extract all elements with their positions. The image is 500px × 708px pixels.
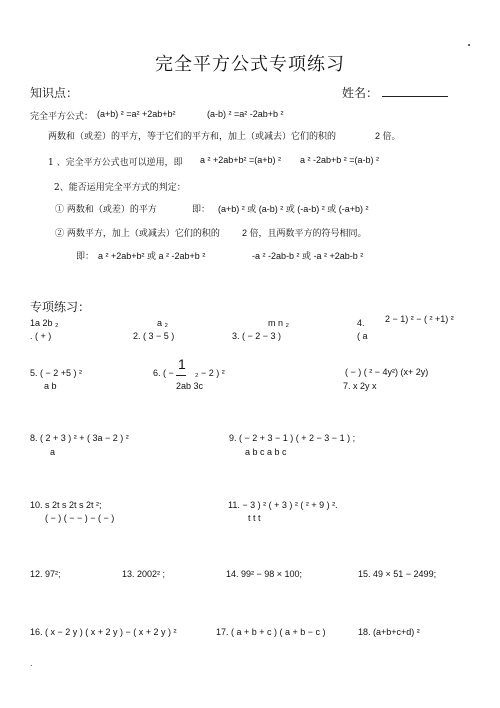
criterion-1-ji: 即： <box>192 205 211 215</box>
point-1-text: 1 、完全平方公式也可以逆用，即 <box>48 158 183 168</box>
q10-bottom: ( − ) ( − − ) − ( − ) <box>45 513 115 523</box>
q5-bottom: a b <box>44 381 57 391</box>
page-title: 完全平方公式专项练习 <box>155 54 345 75</box>
q6-number: 6. ( − <box>153 368 174 378</box>
q3-bottom: 3. ( − 2 − 3 ) <box>232 331 282 341</box>
name-label: 姓名： <box>342 86 379 100</box>
description-text: 两数和（或差）的平方，等于它们的平方和，加上（或减去）它们的积的 <box>48 132 337 142</box>
corner-dot <box>468 44 470 46</box>
q4-top: 2 − 1) ² − ( ² +1) ² <box>385 314 454 324</box>
formula-sum: (a+b) ² =a² +2ab+b² <box>97 109 176 119</box>
criterion-3-ji: 即： <box>76 252 95 262</box>
practice-heading: 专项练习： <box>30 300 91 314</box>
criterion-3-formula-b: -a ² -2ab-b ² 或 -a ² +2ab-b ² <box>252 251 364 261</box>
q9-top: 9. ( − 2 + 3 − 1 ) ( + 2 − 3 − 1 ) ; <box>229 433 356 443</box>
q7-bottom: 7. x 2y x <box>343 381 377 391</box>
q8-bottom: a <box>50 447 56 457</box>
q14: 14. 99² − 98 × 100; <box>226 569 303 579</box>
q16: 16. ( x − 2 y ) ( x + 2 y ) − ( x + 2 y ) ² <box>30 627 177 637</box>
q10-top: 10. s 2t s 2t s 2t ²; <box>30 500 102 510</box>
q6-fraction-bar <box>176 375 186 376</box>
q7-top: ( − ) ( ² − 4y²) (x+ 2y) <box>345 367 429 377</box>
q1-top: 1a 2b ₂ <box>30 318 59 328</box>
q15: 15. 49 × 51 − 2499; <box>358 569 437 579</box>
description-times: 2 倍。 <box>375 131 401 141</box>
q11-top: 11. − 3 ) ² ( + 3 ) ² ( ² + 9 ) ². <box>228 500 338 510</box>
footer-mark: . <box>30 659 33 669</box>
criterion-2-times: 2 倍，且两数平方的符号相同。 <box>242 228 367 238</box>
q2-bottom: 2. ( 3 − 5 ) <box>133 331 175 341</box>
criterion-3-formula-a: a ² +2ab+b² 或 a ² -2ab+b ² <box>98 251 206 261</box>
q9-bottom: a b c a b c <box>245 447 287 457</box>
q11-bottom: t t t <box>248 513 261 523</box>
q17: 17. ( a + b + c ) ( a + b − c ) <box>216 627 326 637</box>
q18: 18. (a+b+c+d) ² <box>358 627 420 637</box>
q8-top: 8. ( 2 + 3 ) ² + ( 3a − 2 ) ² <box>30 433 129 443</box>
q4-number: 4. <box>357 318 365 328</box>
criterion-1-label: ① 两数和（或差）的平方 <box>55 205 157 215</box>
q4-bottom: ( a <box>357 331 368 341</box>
point-1-formula-b: a ² -2ab+b ² =(a-b) ² <box>300 155 380 165</box>
formula-diff: (a-b) ² =a² -2ab+b ² <box>207 109 284 119</box>
q12: 12. 97²; <box>30 569 61 579</box>
knowledge-label: 知识点： <box>30 86 79 100</box>
q6-fraction-one: 1 <box>178 356 186 372</box>
q2-top: a ₂ <box>157 318 168 328</box>
q5-top: 5. ( − 2 +5 ) ² <box>30 368 83 378</box>
point-2-text: 2、能否运用完全平方式的判定： <box>54 183 186 193</box>
q6-bottom: 2ab 3c <box>176 381 204 391</box>
formula-label: 完全平方公式： <box>30 112 94 122</box>
q1-bottom: . ( + ) <box>30 331 52 341</box>
q13: 13. 2002² ; <box>122 569 166 579</box>
point-1-formula-a: a ² +2ab+b² =(a+b) ² <box>200 155 282 165</box>
criterion-2-text: ② 两数平方，加上（或减去）它们的积的 <box>55 229 220 239</box>
q6-top: ₂ − 2 ) ² <box>195 368 225 378</box>
q3-top: m n ₂ <box>268 318 289 328</box>
criterion-1-forms: (a+b) ² 或 (a-b) ² 或 (-a-b) ² 或 (-a+b) ² <box>218 204 369 214</box>
name-blank-line <box>382 96 448 97</box>
